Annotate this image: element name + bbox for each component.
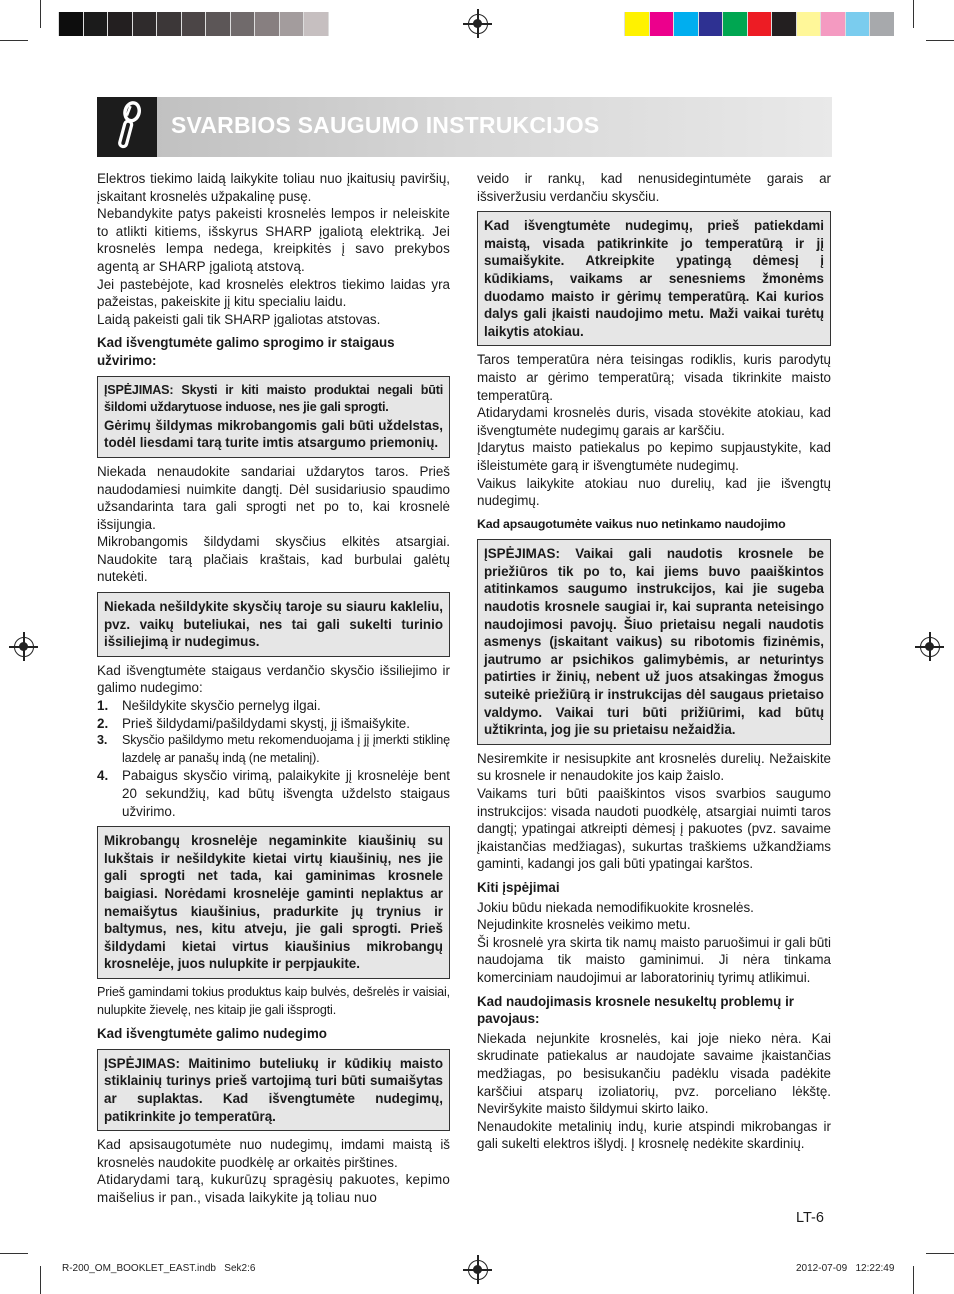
footer-datetime: 2012-07-09 12:22:49 — [796, 1263, 895, 1274]
paragraph: Niekada nenaudokite sandariai uždarytos taros. Prieš naudodamiesi nuimkite dangtį. Dėl susidariusio spaudimo užsandarinta tara gali sprogti net po to, kai krosnelė išsijungia. — [97, 463, 450, 532]
crop-mark — [0, 1253, 28, 1254]
crop-mark — [40, 0, 41, 28]
paragraph: Jei pastebėjote, kad krosnelės elektros tiekimo laidas yra pažeistas, pakeiskite jį kitu specialiu laidu. — [97, 276, 450, 310]
page-title: SVARBIOS SAUGUMO INSTRUKCIJOS — [171, 112, 600, 138]
warning-box: Mikrobangų krosnelėje negaminkite kiaušinių su lukštais ir nešildykite kietai virtų kiaušinių, nes jie gali sprogti net tada, kai gaminimas krosnele baigiasi. Norėdami krosnelėje gaminti neplaktus ar nemaišytus kiaušinius, pradurkite jų trynius ir baltymus, nes, kitu atveju, jie gali sprogti. Prieš šildydami kietai virtus kiaušinius mikrobangų krosnelėje, juos nulupkite ir perpjaukite. — [97, 826, 450, 979]
section-heading: Kad naudojimasis krosnele nesukeltų problemų ir pavojaus: — [477, 993, 794, 1027]
section-heading: Kad išvengtumėte galimo nudegimo — [97, 1026, 327, 1042]
warning-text: ĮSPĖJIMAS: Skysti ir kiti maisto produktai negali būti šildomi uždarytuose induose, nes jie gali sprogti. — [104, 382, 443, 415]
crop-mark — [913, 0, 914, 28]
color-swatch — [747, 12, 772, 36]
color-swatch — [132, 12, 157, 36]
section-heading: Kad išvengtumėte galimo sprogimo ir staigaus užvirimo: — [97, 335, 395, 368]
warning-box — [97, 376, 450, 458]
paragraph: Ši krosnelė yra skirta tik namų maisto paruošimui ir gali būti naudojama tik maisto gaminimui. Ji nėra tinkama komerciniam naudojimui ar laboratorinių tyrimų atlikimui. — [477, 934, 831, 985]
crop-mark — [913, 1266, 914, 1294]
color-swatch — [107, 12, 132, 36]
list-item: 1. Nešildykite skysčio pernelyg ilgai. — [97, 698, 321, 714]
paragraph: veido ir rankų, kad nenusidegintumėte garais ar išsiveržusiu verdančiu skysčiu. — [477, 171, 831, 204]
paragraph: Nejudinkite krosnelės veikimo metu. — [477, 917, 691, 933]
color-swatch — [624, 12, 649, 36]
registration-mark-icon — [14, 637, 34, 657]
color-swatch — [303, 12, 328, 36]
color-swatch — [820, 12, 845, 36]
paragraph: Mikrobangomis šildydami skysčius elkitės atsargiai. Naudokite tarą plačiais kraštais, kad burbulai galėtų nutekėti. — [97, 534, 450, 585]
paragraph: Kad apsisaugotumėte nuo nudegimų, imdami maistą iš krosnelės naudokite puodkėlę ar orkaitės pirštines. — [97, 1137, 450, 1170]
section-header — [97, 97, 832, 157]
section-heading: Kiti įspėjimai — [477, 879, 560, 895]
color-swatch — [279, 12, 304, 36]
paragraph: Vaikus laikykite atokiau nuo durelių, kad jie išvengtų nudegimų. — [477, 475, 831, 509]
exclamation-icon — [97, 97, 157, 157]
list-item: 2. Prieš šildydami/pašildydami skystį, jį išmaišykite. — [97, 715, 410, 731]
color-swatch — [722, 12, 747, 36]
paragraph: Kad išvengtumėte staigaus verdančio skysčio išsiliejimo ir galimo nudegimo: — [97, 662, 450, 696]
paragraph: Atidarydami tarą, kukurūzų spragėsių pakuotes, kepimo maišelius ir pan., visada laikykite ją toliau nuo — [97, 1172, 450, 1205]
color-swatch — [869, 12, 894, 36]
step-list — [97, 697, 450, 820]
warning-text: Gėrimų šildymas mikrobangomis gali būti uždelstas, todėl liesdami tarą turite imtis atsargumo priemonių. — [104, 417, 443, 451]
paragraph: Laidą pakeisti gali tik SHARP įgaliotas atstovas. — [97, 311, 381, 327]
color-swatch — [58, 12, 83, 36]
section-heading: Kad apsaugotumėte vaikus nuo netinkamo naudojimo — [477, 516, 786, 531]
left-column — [97, 170, 450, 1206]
color-swatch — [254, 12, 279, 36]
color-swatch — [845, 12, 870, 36]
cmyk-color-bar — [624, 12, 894, 36]
color-swatch — [83, 12, 108, 36]
right-column — [477, 170, 831, 1153]
warning-box: ĮSPĖJIMAS: Maitinimo buteliukų ir kūdikių maisto stiklainių turinys prieš vartojimą turi būti sumaišytas ar suplaktas. Kad išvengtumėte nudegimų, patikrinkite jo temperatūrą. — [97, 1049, 450, 1131]
warning-box: Kad išvengtumėte nudegimų, prieš patiekdami maistą, visada patikrinkite jo temperatūrą ir jį sumaišykite. Atkreipkite ypatingą dėmesį į kūdikiams, vaikams ar senesniems žmonėms duodamo maisto ir gėrimų temperatūrą. Kai kurios dalys gali įkaisti naudojimo metu. Maži vaikai turėtų laikytis atokiau. — [477, 211, 831, 346]
paragraph: Atidarydami krosnelės duris, visada stovėkite atokiau, kad išvengtumėte nudegimų garais ar karščiu. — [477, 405, 831, 438]
paragraph: Nebandykite patys pakeisti krosnelės lempos ir neleiskite to atlikti kitiems, išskyrus SHARP įgaliotą elektriką. Jei krosnelės lempa nedega, kreipkitės į savo prekybos agentą ar SHARP įgaliotą atstovą. — [97, 206, 450, 274]
paragraph: Prieš gamindami tokius produktus kaip bulvės, dešrelės ir vaisiai, nulupkite žievelę, nes kitaip jie gali išsprogti. — [97, 984, 450, 1017]
paragraph: Nesiremkite ir nesisupkite ant krosnelės durelių. Nežaiskite su krosnele ir nenaudokite jos kaip žaislo. — [477, 750, 831, 784]
color-swatch — [771, 12, 796, 36]
list-item: 4. Pabaigus skysčio virimą, palaikykite jį krosnelėje bent 20 sekundžių, kad būtų išvengta uždelsto staigaus užvirimo. — [97, 768, 450, 819]
crop-mark — [40, 1266, 41, 1294]
paragraph: Įdarytus maisto patiekalus po kepimo supjaustykite, kad išleistumėte garą ir išvengtumėte nudegimų. — [477, 440, 831, 473]
paragraph: Jokiu būdu niekada nemodifikuokite krosnelės. — [477, 899, 754, 915]
paragraph: Taros temperatūra nėra teisingas rodiklis, kuris parodytų maisto ar gėrimo temperatūrą; visada tikrinkite maisto temperatūrą. — [477, 352, 831, 403]
registration-mark-icon — [920, 637, 940, 657]
footer-file-info: R-200_OM_BOOKLET_EAST.indb Sek2:6 — [62, 1263, 256, 1274]
warning-box: ĮSPĖJIMAS: Vaikai gali naudotis krosnele be priežiūros tik po to, kai jiems buvo paaiškintos atitinkamos saugumo instrukcijos, kai jie sugeba naudotis krosnele saugiai ir, kai supranta neteisingo naudojimosi pavojų. Šiuo prietaisu negali naudotis asmenys (įskaitant vaikus) su ribotomis fizinėmis, jautrumo ar psichikos galimybėmis, ar neturintys patirties ir žinių, nebent už juos atsakingas žmogus suteikė priežiūrą ir instrukcijas dėl saugaus prietaiso valdymo. Vaikai turi būti prižiūrimi, kad būtų užtikrinta, jog jie su prietaisu nežaidžia. — [477, 539, 831, 745]
paragraph: Niekada nejunkite krosnelės, kai joje nieko nėra. Kai skrudinate patiekalus ar naudojate savaime įkaistančias medžiagas, po besisukančiu padėklu visada padėkite karščiui atsparų izoliatorių, pvz. porceliano lėkštę. Neviršykite maisto šildymui skirto laiko. — [477, 1030, 831, 1117]
crop-mark — [926, 1253, 954, 1254]
list-item: 3. Skysčio pašildymo metu rekomenduojama į jį įmerkti stiklinę lazdelę ar panašų indą (ne metalinį). — [97, 733, 450, 765]
color-swatch — [328, 12, 353, 36]
color-swatch — [181, 12, 206, 36]
warning-box: Niekada nešildykite skysčių taroje su siauru kakleliu, pvz. vaikų buteliukai, nes tai gali sukelti turinio išsiliejimą ir nudegimus. — [97, 592, 450, 657]
paragraph: Elektros tiekimo laidą laikykite toliau nuo įkaitusių paviršių, įskaitant krosnelės užpakalinę pusę. — [97, 171, 450, 204]
crop-mark — [926, 40, 954, 41]
paragraph: Vaikams turi būti paaiškintos visos svarbios saugumo instrukcijos: visada naudoti puodkėlę, atsargiai nuimti taros dangtį; ypatingai atkreipti dėmesį į pakuotes (pvz. savaime įkaistančias medžiagas), sukurtas traškiems užkandžiams gaminti, kadangi jos gali būti ypatingai karštos. — [477, 786, 831, 872]
registration-mark-icon — [468, 14, 488, 34]
paragraph: Nenaudokite metalinių indų, kurie atspindi mikrobangas ir gali sukelti elektros išlydį. Į krosnelę nedėkite skardinių. — [477, 1118, 831, 1152]
color-swatch — [796, 12, 821, 36]
registration-mark-icon — [468, 1260, 488, 1280]
color-swatch — [673, 12, 698, 36]
gray-color-bar — [58, 12, 352, 36]
color-swatch — [205, 12, 230, 36]
color-swatch — [698, 12, 723, 36]
color-swatch — [649, 12, 674, 36]
color-swatch — [156, 12, 181, 36]
page-number: LT-6 — [796, 1210, 824, 1226]
crop-mark — [0, 40, 28, 41]
color-swatch — [230, 12, 255, 36]
